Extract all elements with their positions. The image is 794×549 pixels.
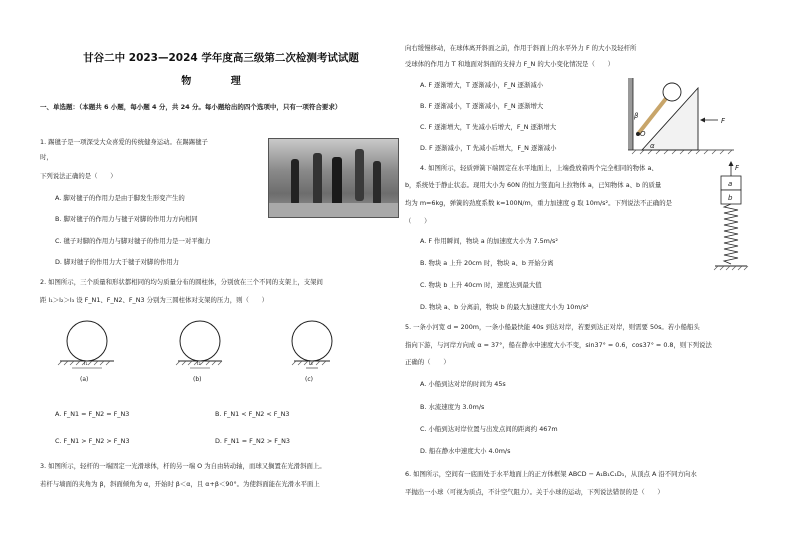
q5-option-d: D. 船在静水中速度大小 4.0m/s <box>420 447 511 455</box>
section-heading: 一、单选题：（本题共 6 小题，每小题 4 分，共 24 分。每小题给出的四个选项中，只有一项符合要求） <box>40 103 342 111</box>
q3-stem-line4: 受球体的作用力 T 和地面对斜面的支持力 F_N 的大小变化情况是（ ） <box>405 60 615 68</box>
q2-option-a: A. F_N1 = F_N2 = F_N3 <box>55 410 130 418</box>
q1-option-c: C. 毽子对脚的作用力与脚对毽子的作用力是一对平衡力 <box>55 237 211 245</box>
exam-title: 甘谷二中 2023—2024 学年度高三级第二次检测考试试题 <box>83 52 359 64</box>
q5-option-b: B. 水流速度为 3.0m/s <box>420 403 485 411</box>
q4-stem-line3: 均为 m=6kg，弹簧的劲度系数 k=100N/m，重力加速度 g 取 10m/s²。下列说法不正确的是 <box>405 199 672 207</box>
q2-fig-b-label: (b) <box>193 376 202 383</box>
shuttlecock-kicking-photo <box>268 138 399 218</box>
q2-l2-label: l₂ <box>197 361 201 367</box>
q6-stem-line2: 平抛出一小球（可视为质点，不计空气阻力）。关于小球的运动，下列说法错误的是（ ） <box>405 488 664 496</box>
q2-figure-a <box>58 321 114 383</box>
q4-stem-line2: b，系统处于静止状态。现用大小为 60N 的恒力竖直向上拉物体 a，已知物体 a、b 的质量 <box>405 181 662 189</box>
q5-option-a: A. 小船到达对岸的时间为 45s <box>420 380 506 388</box>
q3-option-a: A. F 逐渐增大，T 逐渐减小，F_N 逐渐减小 <box>420 81 544 89</box>
q5-stem-line1: 5. 一条小河宽 d = 200m，一条小船最快能 40s 到达对岸，若要到达正对岸，则需要 50s。若小船船头 <box>405 323 700 331</box>
q4-stem-line4: （ ） <box>405 217 431 225</box>
q4-option-d: D. 物块 a、b 分离前，物块 b 的最大加速度大小为 10m/s² <box>420 303 589 311</box>
q3-stem-line3: 向右缓慢移动，在球体离开斜面之前，作用于斜面上的水平外力 F 的大小及轻杆所 <box>405 44 637 52</box>
q4-block-a-label: a <box>728 180 733 188</box>
q5-stem-line3: 正确的（ ） <box>405 358 450 366</box>
q3-option-c: C. F 逐渐增大，T 先减小后增大，F_N 逐渐增大 <box>420 123 557 131</box>
q5-stem-line2: 指向下游，与河岸方向成 α = 37°，船在静水中速度大小不变，sin37° = 0.6，cos37° = 0.8，则下列说法 <box>405 341 712 349</box>
q3-alpha-label: α <box>650 142 655 150</box>
q5-option-c: C. 小船到达对岸位置与出发点间的距离约 467m <box>420 425 558 433</box>
q3-o-label: O <box>640 130 646 138</box>
q3-stem-line1: 3. 如图所示，轻杆的一端固定一光滑球体，杆的另一端 O 为自由转动轴，而球又搁置在光滑斜面上。 <box>40 462 326 470</box>
subject-title: 物 理 <box>181 76 259 87</box>
q6-stem-line1: 6. 如图所示，空间有一底面处于水平地面上的正方体框架 ABCD − A₁B₁C₁D₁，从顶点 A 沿不同方向水 <box>405 470 697 478</box>
q2-option-c: C. F_N1 > F_N2 > F_N3 <box>55 437 130 445</box>
q4-block-b-label: b <box>728 194 733 202</box>
q3-stem-line2: 若杆与墙面的夹角为 β，斜面倾角为 α，开始时 β＜α，且 α+β＜90°。为使斜面能在光滑水平面上 <box>40 480 320 488</box>
q3-force-label: F <box>721 117 726 125</box>
q4-force-label: F <box>735 164 740 172</box>
q3-option-d: D. F 逐渐减小，T 先减小后增大，F_N 逐渐减小 <box>420 144 557 152</box>
q2-figure-b <box>176 321 222 383</box>
q2-stem-line1: 2. 如图所示，三个质量和形状都相同的均匀质量分布的圆柱体，分别放在三个不同的支架上，支架间 <box>40 278 323 286</box>
q3-option-b: B. F 逐渐减小，T 逐渐减小，F_N 逐渐增大 <box>420 102 544 110</box>
q1-option-a: A. 脚对毽子的作用力是由于脚发生形变产生的 <box>55 194 185 202</box>
q2-fig-a-label: (a) <box>80 376 89 383</box>
q3-beta-label: β <box>634 112 639 120</box>
q4-option-c: C. 物块 b 上升 40cm 时，速度达到最大值 <box>420 281 542 289</box>
q1-stem-line3: 下列说法正确的是（ ） <box>40 172 117 180</box>
q1-stem-line2: 时， <box>40 153 53 161</box>
q1-option-b: B. 脚对毽子的作用力与毽子对脚的作用力方向相同 <box>55 215 198 223</box>
q2-figure-c <box>292 321 332 383</box>
q2-stem-line2: 距 l₁＞l₂＞l₃ 设 F_N1、F_N2、F_N3 分别为三圆柱体对支架的压力，则（ ） <box>40 296 269 304</box>
q4-stem-line1: 4. 如图所示，轻质弹簧下端固定在水平地面上，上端叠放着两个完全相同的物体 a、 <box>420 164 658 172</box>
q2-option-b: B. F_N1 < F_N2 < F_N3 <box>215 410 290 418</box>
q4-option-b: B. 物块 a 上升 20cm 时，物块 a、b 开始分离 <box>420 259 554 267</box>
q2-option-d: D. F_N1 = F_N2 > F_N3 <box>215 437 290 445</box>
q3-incline-figure <box>622 74 746 160</box>
q4-spring-figure <box>705 160 755 280</box>
q1-option-d: D. 脚对毽子的作用力大于毽子对脚的作用力 <box>55 258 180 266</box>
q2-fig-c-label: (c) <box>305 376 313 383</box>
q4-option-a: A. F 作用瞬间，物块 a 的加速度大小为 7.5m/s² <box>420 237 558 245</box>
q2-l3-label: l₃ <box>309 361 313 367</box>
q2-l1-label: l₁ <box>84 361 88 367</box>
q1-stem-line1: 1. 踢毽子是一项深受大众喜爱的传统健身运动。在踢踢毽子 <box>40 138 208 146</box>
q2-cylinders-figure <box>40 318 400 390</box>
